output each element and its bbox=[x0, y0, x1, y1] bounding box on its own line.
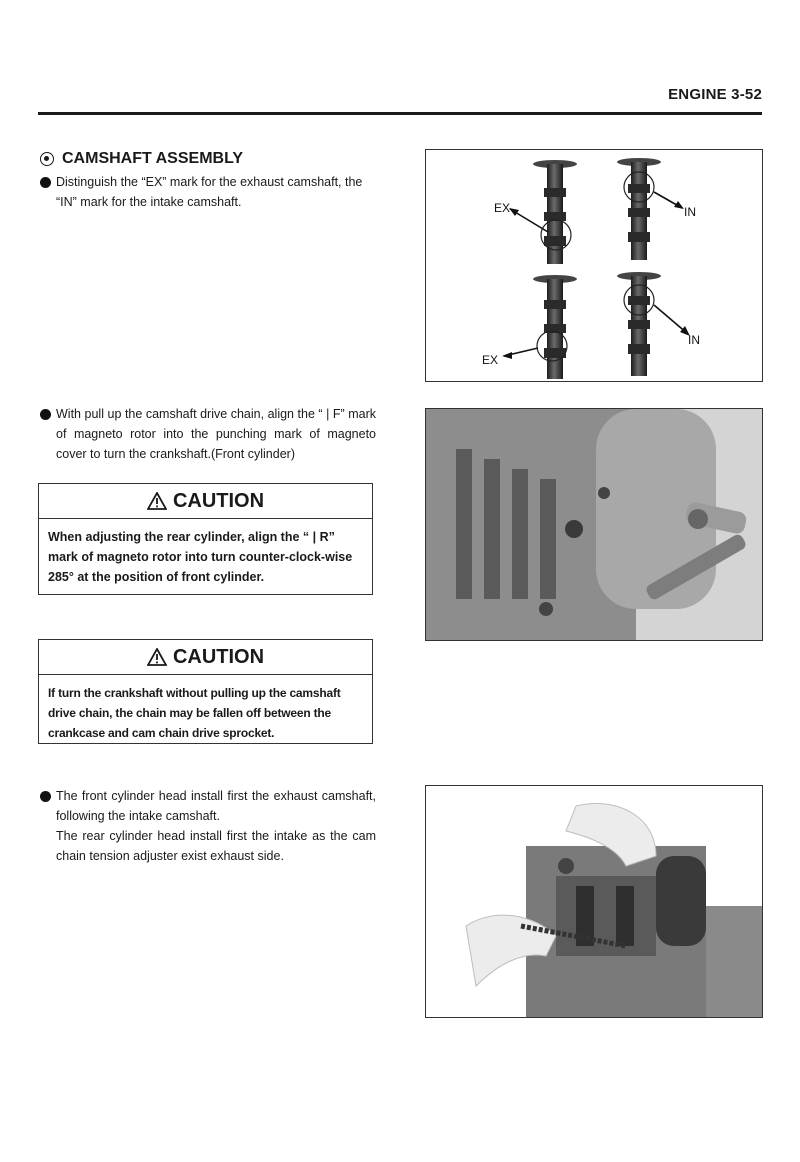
warning-triangle-icon bbox=[147, 492, 167, 510]
figure-magneto-crank bbox=[425, 408, 763, 641]
header-rule bbox=[38, 112, 762, 115]
label-ex-bottom: EX bbox=[482, 353, 499, 367]
bullet-align-front bbox=[40, 404, 376, 464]
caution-box-rear-cylinder bbox=[38, 483, 373, 595]
section-title bbox=[40, 150, 243, 168]
label-in-top: IN bbox=[684, 205, 696, 219]
bullet-text: Distinguish the “EX” mark for the exhaust camshaft, the “IN” mark for the intake camshaft. bbox=[56, 175, 363, 209]
bullet-dot-icon bbox=[40, 409, 51, 420]
caution-body: When adjusting the rear cylinder, align the “ | R” mark of magneto rotor into turn counter-clock-wise 285° at the position of front cylinder. bbox=[48, 530, 353, 584]
figure-install-camshaft bbox=[425, 785, 763, 1018]
bullet-text: With pull up the camshaft drive chain, align the “ | F” mark of magneto rotor into the punching mark of magneto cover to turn the crankshaft.(Front cylinder) bbox=[56, 407, 376, 461]
caution-title bbox=[39, 484, 372, 519]
bullet-text: The front cylinder head install first the exhaust camshaft, following the intake camshaft. bbox=[56, 789, 376, 823]
caution-title bbox=[39, 640, 372, 675]
label-ex-top: EX bbox=[494, 201, 511, 215]
bullet-distinguish-marks bbox=[40, 172, 376, 212]
bullet-install-order bbox=[40, 786, 376, 866]
caution-body: If turn the crankshaft without pulling up the camshaft drive chain, the chain may be fallen off between the crankcase and cam chain drive sprocket. bbox=[48, 686, 341, 740]
caution-box-chain bbox=[38, 639, 373, 744]
bullet-text: The rear cylinder head install first the intake as the cam chain tension adjuster exist exhaust side. bbox=[56, 829, 376, 863]
label-in-bottom: IN bbox=[688, 333, 700, 347]
caution-title-text: CAUTION bbox=[172, 645, 265, 668]
page-header: ENGINE 3-52 bbox=[668, 86, 762, 103]
circled-dot-icon bbox=[40, 152, 54, 166]
camshaft-illustration bbox=[426, 150, 762, 381]
bullet-dot-icon bbox=[40, 791, 51, 802]
cylinder-head-photo bbox=[426, 786, 762, 1017]
figure-camshaft-marks bbox=[425, 149, 763, 382]
bullet-dot-icon bbox=[40, 177, 51, 188]
caution-title-text: CAUTION bbox=[172, 489, 265, 512]
warning-triangle-icon bbox=[147, 648, 167, 666]
engine-photo bbox=[426, 409, 762, 640]
section-title-text: CAMSHAFT ASSEMBLY bbox=[62, 150, 244, 167]
